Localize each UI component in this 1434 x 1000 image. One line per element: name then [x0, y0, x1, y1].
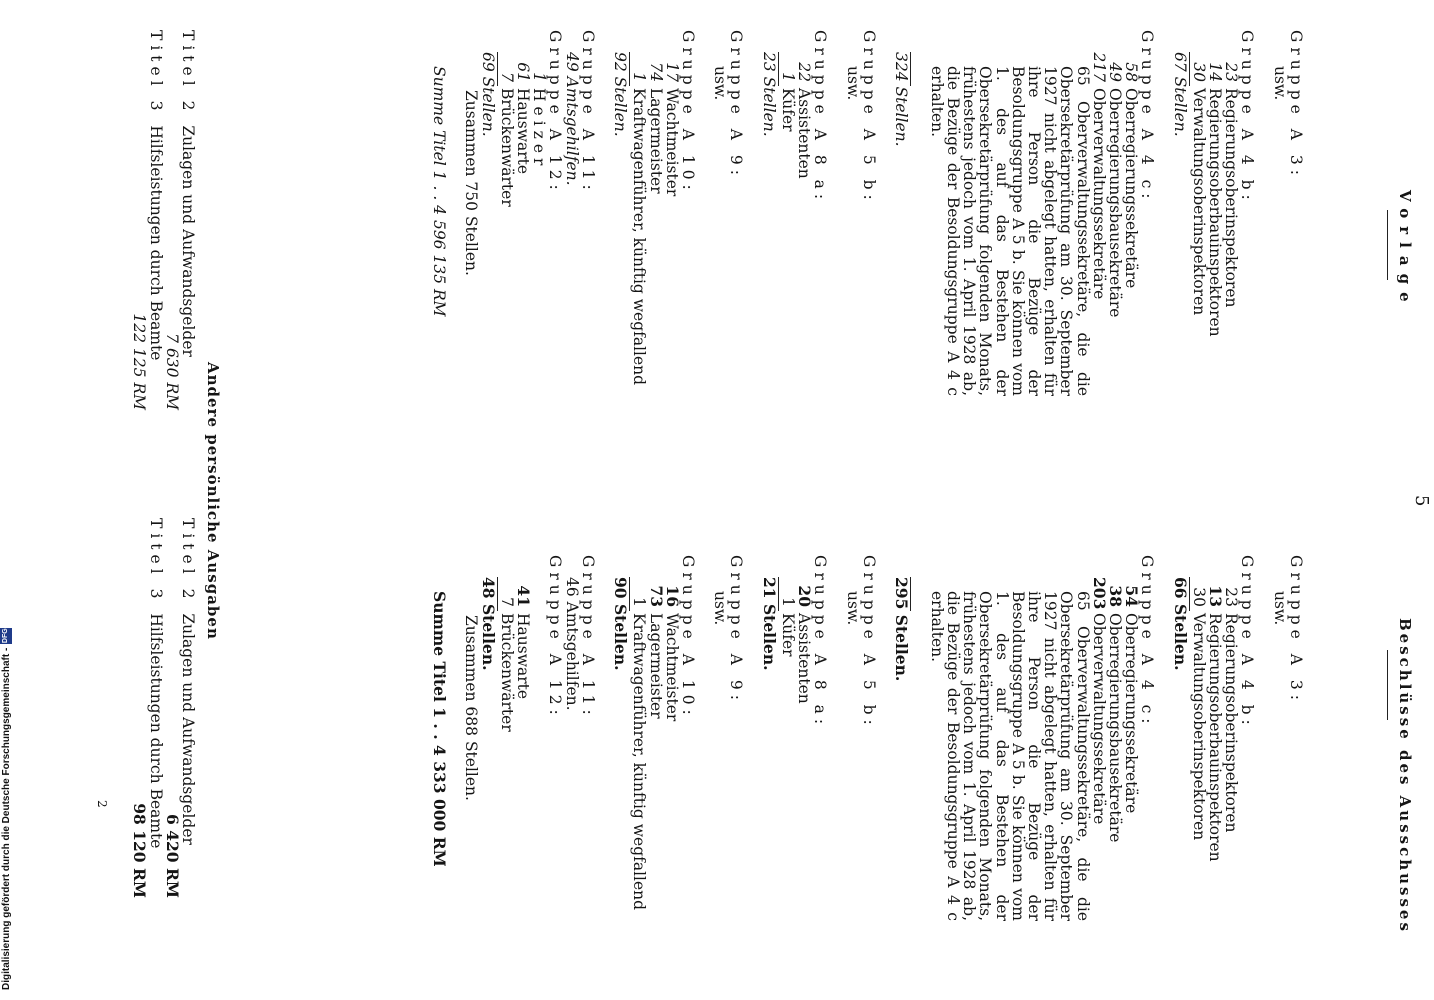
usw-text: usw.: [1270, 66, 1289, 101]
list-item: 203Oberverwaltungssekretäre: [1089, 577, 1109, 825]
list-item: 1Küfer: [779, 72, 798, 132]
summe-line: Summe Titel 1 . . 4 333 000 RM: [430, 591, 450, 867]
group-label: Gruppe A 3:: [1287, 555, 1305, 705]
list-item: 54Oberregierungssekretäre: [1122, 585, 1142, 814]
list-item: 61Hauswarte: [514, 62, 533, 175]
group-total: 66 Stellen.: [1170, 577, 1190, 671]
credit-text: Digitalisierung gefördert durch die Deutsche Forschungsgemeinschaft -: [1, 647, 12, 990]
title-3-row: Titel 3 Hilfsleistungen durch Beamte: [146, 30, 165, 361]
title-3-row: Titel 3 Hilfsleistungen durch Beamte: [146, 518, 165, 849]
right-heading: Beschlüsse des Ausschusses: [1396, 618, 1414, 934]
usw-text: usw.: [843, 66, 862, 101]
group-total: 67 Stellen.: [1170, 52, 1189, 137]
list-item: 7Brückenwärter: [497, 72, 516, 207]
list-item: 22Assistenten: [795, 62, 814, 179]
list-item: 49Oberregierungsbausekretäre: [1105, 62, 1124, 318]
list-item: 1Heizer: [530, 72, 549, 171]
list-item: 1Kraftwagenführer, künftig wegfallend: [630, 597, 649, 911]
list-item: 58Oberregierungssekretäre: [1122, 62, 1141, 289]
signature-number: 2: [95, 800, 109, 808]
right-heading-rule: [1387, 650, 1388, 720]
group-label: Gruppe A 9:: [727, 30, 746, 180]
list-item: 20Assistenten: [795, 585, 815, 704]
group-label: Gruppe A 5 b:: [859, 555, 878, 730]
group-label: Gruppe A 4 c:: [1138, 555, 1157, 729]
other-expenses-heading: Andere persönliche Ausgaben: [204, 362, 222, 640]
list-item: 38Oberregierungsbausekretäre: [1105, 585, 1125, 843]
digitization-credit: [0, 610, 16, 990]
list-item: 1Küfer: [779, 597, 798, 657]
title-2-amount: 7 630 RM: [162, 333, 181, 410]
group-label: Gruppe A 11:: [578, 30, 597, 195]
bottom-right-titles: [131, 518, 196, 898]
title-3-amount: 122 125 RM: [130, 313, 149, 410]
group-label: Gruppe A 5 b:: [859, 30, 878, 205]
list-item: 30Verwaltungsoberinspektoren: [1189, 62, 1208, 316]
title-2-row: Titel 2 Zulagen und Aufwandsgelder: [179, 30, 197, 357]
group-total: 90 Stellen.: [611, 577, 631, 671]
list-item: 7Brückenwärter: [497, 597, 516, 732]
list-item: 41Hauswarte: [514, 585, 534, 700]
group-label: Gruppe A 4 b:: [1238, 30, 1257, 205]
list-item: 30Verwaltungsoberinspektoren: [1189, 587, 1208, 841]
group-total: 324 Stellen.: [892, 52, 911, 147]
group-label: Gruppe A 10:: [678, 30, 697, 195]
page-number: 5: [1411, 495, 1432, 507]
list-item: 73Lagermeister: [646, 585, 666, 719]
title-2-amount: 6 420 RM: [162, 814, 182, 898]
list-item: 17Wachtmeister: [662, 62, 681, 197]
group-label: Gruppe A 9:: [727, 555, 746, 705]
left-heading: Vorlage: [1396, 190, 1414, 310]
left-column: [430, 30, 1305, 396]
group-total: 295 Stellen.: [892, 577, 912, 682]
group-label: Gruppe A 8 a:: [811, 555, 830, 730]
group-label: Gruppe A 12:: [546, 30, 565, 195]
group-total: 92 Stellen.: [611, 52, 630, 137]
title-3-amount: 98 120 RM: [130, 803, 150, 898]
zusammen-line: Zusammen 750 Stellen.: [462, 90, 481, 276]
list-item: 13Regierungsoberbauinspektoren: [1206, 585, 1226, 862]
usw-text: usw.: [711, 591, 730, 626]
footnote-paragraph: 65 Oberverwaltungssekretäre, die die Obersekretärprüfung am 30. September 1927 nicht abgelegt hatten, erhalten für ihre Person die Bezüge der Besoldungsgruppe A 5 b. Sie können vom 1. des auf das Bestehen der Obersekretärprüfung folgenden Monats, frühestens jedoch vom 1. April 1928 ab, die Bezüge der Besoldungsgruppe A 4 c erhalten.: [927, 591, 1092, 921]
list-item: 74Lagermeister: [646, 62, 665, 194]
group-label: Gruppe A 12:: [546, 555, 565, 720]
zusammen-line: Zusammen 688 Stellen.: [462, 615, 481, 801]
summe-line: Summe Titel 1 . . 4 596 135 RM: [430, 66, 449, 317]
group-label: Gruppe A 8 a:: [811, 30, 830, 205]
group-label: Gruppe A 10:: [678, 555, 697, 720]
list-item: 46 Amtsgehilfen.: [562, 577, 581, 711]
list-item: 14Regierungsoberbauinspektoren: [1206, 62, 1225, 337]
group-label: Gruppe A 4 c:: [1138, 30, 1157, 204]
footnote-paragraph: 65 Oberverwaltungssekretäre, die die Obersekretärprüfung am 30. September 1927 nicht abgelegt hatten, erhalten für ihre Person die Bezüge der Besoldungsgruppe A 5 b. Sie können vom 1. des auf das Bestehen der Obersekretärprüfung folgenden Monats, frühestens jedoch vom 1. April 1928 ab, die Bezüge der Besoldungsgruppe A 4 c erhalten.: [927, 66, 1092, 396]
list-item: 49 Amtsgehilfen.: [562, 52, 581, 186]
title-2-row: Titel 2 Zulagen und Aufwandsgelder: [179, 518, 197, 845]
group-total: 21 Stellen.: [759, 577, 779, 671]
left-heading-rule: [1387, 210, 1388, 280]
usw-text: usw.: [711, 66, 730, 101]
usw-text: usw.: [843, 591, 862, 626]
group-label: Gruppe A 11:: [578, 555, 597, 720]
list-item: 217Oberverwaltungssekretäre: [1089, 52, 1108, 300]
sum-rule: [910, 52, 911, 86]
list-item: 23Regierungsoberinspektoren: [1222, 587, 1241, 833]
list-item: 1Kraftwagenführer, künftig wegfallend: [630, 72, 649, 386]
group-total: 48 Stellen.: [478, 577, 498, 671]
group-label: Gruppe A 4 b:: [1238, 555, 1257, 730]
right-column: [430, 555, 1305, 921]
group-total: 69 Stellen.: [478, 52, 497, 137]
list-item: 23Regierungsoberinspektoren: [1222, 62, 1241, 308]
dfg-logo-icon: DFG: [0, 628, 12, 644]
list-item: 16Wachtmeister: [662, 585, 682, 722]
group-total: 23 Stellen.: [759, 52, 778, 137]
group-label: Gruppe A 3:: [1287, 30, 1305, 180]
bottom-left-titles: [131, 30, 196, 410]
usw-text: usw.: [1270, 591, 1289, 626]
